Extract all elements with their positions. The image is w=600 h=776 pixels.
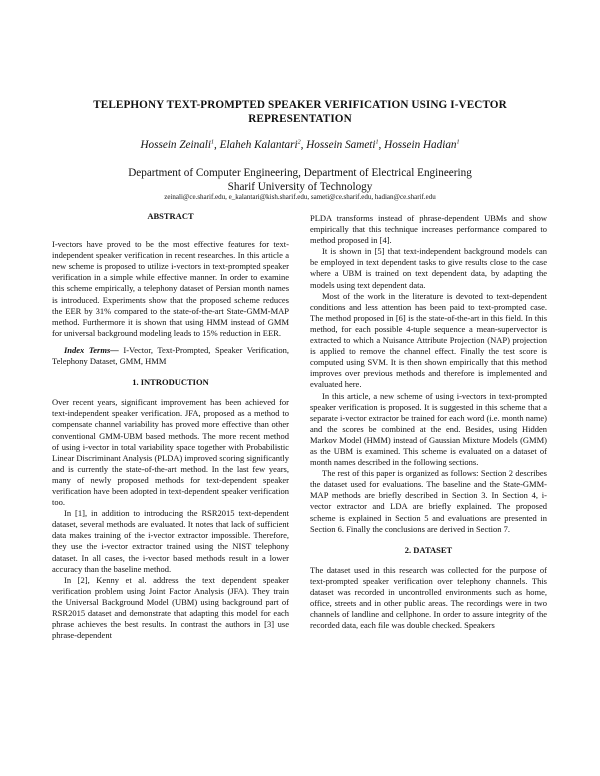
author-name: Hossein Hadian bbox=[384, 139, 457, 151]
introduction-heading: 1. INTRODUCTION bbox=[132, 377, 209, 388]
body-paragraph: PLDA transforms instead of phrase-dependent UBMs and show empirically that this technique increases performance compared to method proposed in [4]. bbox=[310, 213, 547, 246]
left-column bbox=[52, 211, 289, 641]
dataset-heading: 2. DATASET bbox=[404, 544, 453, 555]
abstract-heading: ABSTRACT bbox=[147, 211, 194, 221]
author-name: Hossein Zeinali bbox=[140, 139, 212, 151]
body-paragraph: The rest of this paper is organized as follows: Section 2 describes the dataset used for evaluations. The baseline and the State-GMM-MAP methods are briefly described in Section 3. In Section 4, i-vector extractor and LDA are briefly explained. The proposed scheme is explained in Section 5 and evaluations are presented in Section 6. Finally the conclusions are derived in Section 7. bbox=[310, 468, 547, 534]
author-name: Hossein Sameti bbox=[306, 139, 376, 151]
affiliation-university: Sharif University of Technology bbox=[227, 181, 373, 193]
author-affiliation-mark: 2 bbox=[297, 139, 301, 146]
affiliation-departments: Department of Computer Engineering, Department of Electrical Engineering bbox=[128, 167, 472, 179]
author-list: Hossein Zeinali$^1$, Elaheh Kalantari$^2$, Hossein Sameti$^1$, Hossein Hadian$^1$ bbox=[140, 139, 460, 151]
index-terms bbox=[52, 345, 289, 367]
paper-title: TELEPHONY TEXT-PROMPTED SPEAKER VERIFICATION USING I-VECTOR REPRESENTATION bbox=[93, 99, 507, 125]
author-affiliation-mark: 1 bbox=[375, 139, 379, 146]
author-affiliation-mark: 1 bbox=[456, 139, 460, 146]
dataset-paragraph: The dataset used in this research was collected for the purpose of text-prompted speaker verification over telephony channels. This dataset was recorded in uncontrolled environments such as home, office, streets and in other public areas. The recordings were in two channels of landline and cellphone. In order to assure integrity of the recorded data, each file was double checked. Speakers bbox=[310, 564, 547, 631]
introduction-paragraph: In [2], Kenny et al. address the text dependent speaker verification problem using Joint Factor Analysis (JFA). They train the Universal Background Model (UBM) using background part of RSR2015 dataset and demonstrate that adapting this model for each phrase achieves the best results. In contrast the authors in [3] use phrase-dependent bbox=[52, 574, 289, 641]
author-emails: zeinali@ce.sharif.edu, e_kalantari@kish.sharif.edu, sameti@ce.sharif.edu, hadian@ce.sharif.edu bbox=[164, 193, 436, 201]
index-terms-label: Index Terms— bbox=[64, 344, 119, 355]
body-paragraph: In this article, a new scheme of using i-vectors in text-prompted speaker verification is proposed. It is suggested in this scheme that a separate i-vector extractor be trained for each word (i.e. month name) and the scores be combined at the end. Besides, using Hidden Markov Model (HMM) instead of Gaussian Mixture Models (GMM) as the UBM is examined. This scheme is evaluated on a dataset of month names described in the following sections. bbox=[310, 390, 547, 468]
author-affiliation-mark: 1 bbox=[211, 139, 215, 146]
abstract-text: I-vectors have proved to be the most effective features for text-independent speaker verification in recent researches. In this article a new scheme is proposed to utilize i-vectors in text-prompted speaker verification in a simple while effective manner. In order to examine this scheme empirically, a telephony dataset of Persian month names is introduced. Experiments show that the proposed scheme reduces the EER by 31% compared to the state-of-the-art State-GMM-MAP method. Furthermore it is shown that using HMM instead of GMM for universal background modeling leads to 15% reduction in EER. bbox=[52, 239, 289, 338]
affiliation bbox=[60, 166, 540, 194]
introduction-paragraph: Over recent years, significant improvement has been achieved for text-independent speaker verification. JFA, proposed as a method to compensate channel variability has proved more effective than other conventional GMM-UBM based methods. The more recent method of using i-vector in total variability space together with Probabilistic Linear Discriminant Analysis (PLDA) improved scoring significantly and is currently the state-of-the-art method. In the last few years, many of newly proposed methods for text-dependent speaker verification have been adopted in text-dependent speaker verification too. bbox=[52, 397, 289, 508]
body-paragraph: It is shown in [5] that text-independent background models can be employed in text dependent tasks to give results close to the case where a UBM is trained on text dependent data, by adapting the models using text dependent data. bbox=[310, 246, 547, 290]
index-terms-text: I-Vector, Text-Prompted, Speaker Verification, Telephony Dataset, GMM, HMM bbox=[52, 344, 289, 367]
right-column bbox=[310, 213, 547, 631]
author-name: Elaheh Kalantari bbox=[219, 139, 298, 151]
introduction-paragraph: In [1], in addition to introducing the RSR2015 text-dependent dataset, several methods are evaluated. It notes that lack of sufficient data makes training of the i-vector extractor impossible. Therefore, they use the i-vector extractor trained using the NIST telephony dataset. In all cases, the i-vector based methods result in a lower accuracy than the baseline method. bbox=[52, 508, 289, 574]
body-paragraph: Most of the work in the literature is devoted to text-dependent conditions and less attention has been paid to text-prompted case. The method proposed in [6] is the state-of-the-art in this field. In this method, for each possible 4-tuple sequence a mean-supervector is extracted to which a Nuisance Attribute Projection (NAP) projection is applied to remove the channel effect. Finally the test score is computed using SVM. It is then shown empirically that this method improves over previous methods and therefore is implemented and evaluated here. bbox=[310, 290, 547, 390]
